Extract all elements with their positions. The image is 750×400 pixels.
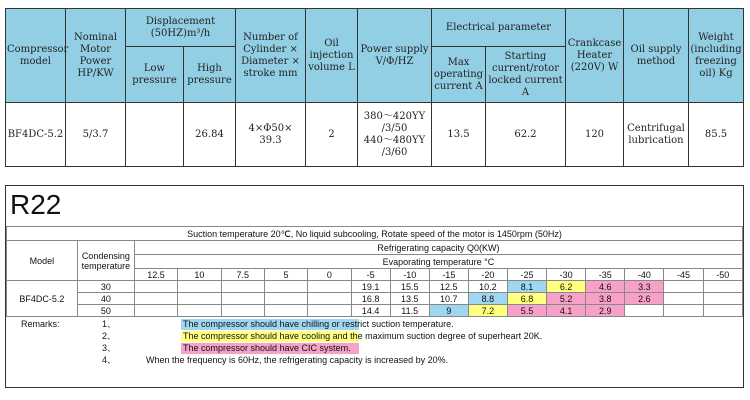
cell-capacity: 11.5 [390,305,429,317]
power-supply-line: /3/60 [381,146,408,158]
cell-capacity: 8.1 [507,281,546,293]
header-condensing: Condensing temperature [77,241,134,281]
cell-capacity: 4.1 [547,305,586,317]
header-weight: Weight (including freezing oil) Kg [689,9,744,103]
cell-capacity [308,293,351,305]
cell-capacity: 5.2 [547,293,586,305]
cell-condensing-temp: 30 [77,281,134,293]
evap-temp-header: -50 [703,269,742,281]
cell-capacity: 15.5 [390,281,429,293]
cell-capacity [221,281,264,293]
cell-condensing-temp: 40 [77,293,134,305]
cell-capacity [221,305,264,317]
header-cylinder: Number of Cylinder × Diameter × stroke mm [236,9,306,103]
cell-oil-injection: 2 [306,103,358,167]
power-supply-line: /3/50 [381,122,408,134]
remarks-label: Remarks: [21,319,60,329]
evap-temp-header: 10 [178,269,221,281]
header-compressor-model: Compressor model [6,9,66,103]
cell-capacity: 10.2 [468,281,507,293]
evap-temp-header: -15 [429,269,468,281]
compressor-spec-table [5,8,744,167]
r22-condition: Suction temperature 20℃, No liquid subcooling, Rotate speed of the motor is 1450rpm (50Hz) [7,227,743,241]
cell-capacity: 12.5 [429,281,468,293]
cell-low-pressure [126,103,184,167]
cell-capacity: 3.3 [625,281,664,293]
cell-capacity [703,305,742,317]
evap-temp-header: -10 [390,269,429,281]
header-power-supply: Power supply V/Φ/HZ [358,9,432,103]
cell-capacity [178,305,221,317]
cell-capacity [703,293,742,305]
cell-weight: 85.5 [689,103,744,167]
r22-capacity-table [6,226,743,317]
cell-capacity: 3.8 [586,293,625,305]
power-supply-line: 440～480YY [363,134,426,146]
table-row [7,305,743,317]
r22-table-wrap [6,226,743,317]
remark-number: 4、 [102,355,117,365]
cell-capacity: 2.6 [625,293,664,305]
cell-capacity: 8.8 [468,293,507,305]
cell-condensing-temp: 50 [77,305,134,317]
header-starting-current: Starting current/rotor locked current A [486,47,566,103]
cell-capacity [264,293,307,305]
cell-capacity [664,281,703,293]
evap-temp-header: 7.5 [221,269,264,281]
remark-row [6,331,743,342]
cell-capacity [664,293,703,305]
header-displacement: Displacement (50HZ)m³/h [126,9,236,47]
cell-cylinder: 4×Φ50× 39.3 [236,103,306,167]
remark-text: When the frequency is 60Hz, the refrigerating capacity is increased by 20%. [146,355,449,365]
cell-capacity: 4.6 [586,281,625,293]
remark-text: The compressor should have CIC system. [183,343,351,353]
cell-capacity: 10.7 [429,293,468,305]
header-capacity: Refrigerating capacity Q0(KW) [134,241,742,255]
r22-performance-panel [5,185,744,388]
cell-capacity: 6.2 [547,281,586,293]
cell-capacity [703,281,742,293]
table-row [7,293,743,305]
evap-temp-header: 0 [308,269,351,281]
cell-capacity: 6.8 [507,293,546,305]
cell-capacity [264,281,307,293]
compressor-spec-table-wrap [5,8,743,167]
remark-row [6,343,743,354]
cell-max-current: 13.5 [432,103,486,167]
cell-capacity [134,293,177,305]
evap-temp-header: -45 [664,269,703,281]
evap-temp-header: 12.5 [134,269,177,281]
cell-crankcase: 120 [566,103,624,167]
evap-temp-header: -5 [351,269,390,281]
cell-capacity: 2.9 [586,305,625,317]
cell-capacity: 9 [429,305,468,317]
cell-capacity [134,281,177,293]
evap-temp-header: 5 [264,269,307,281]
evap-temp-header: -30 [547,269,586,281]
r22-data-body [7,281,743,317]
remark-text: The compressor should have cooling and the maximum suction degree of superheart 20K. [183,331,543,341]
cell-model: BF4DC-5.2 [6,103,66,167]
cell-capacity: 19.1 [351,281,390,293]
evap-temp-header: -20 [468,269,507,281]
evap-temp-header: -35 [586,269,625,281]
table-row [7,281,743,293]
power-supply-line: 380～420YY [363,110,426,122]
cell-power-supply [358,103,432,167]
cell-capacity [625,305,664,317]
evap-temp-header: -25 [507,269,546,281]
header-crankcase: Crankcase Heater (220V) W [566,9,624,103]
header-oil-supply: Oil supply method [624,9,689,103]
remark-number: 3、 [102,343,117,353]
cell-model: BF4DC-5.2 [7,281,78,317]
header-max-current: Max operating current A [432,47,486,103]
cell-capacity: 14.4 [351,305,390,317]
cell-starting-current: 62.2 [486,103,566,167]
cell-capacity [134,305,177,317]
cell-capacity [308,305,351,317]
cell-capacity: 5.5 [507,305,546,317]
cell-capacity [664,305,703,317]
remark-row [6,355,743,366]
cell-capacity [221,293,264,305]
header-model: Model [7,241,78,281]
r22-title: R22 [10,189,62,220]
header-electrical: Electrical parameter [432,9,566,47]
cell-capacity [264,305,307,317]
cell-capacity: 13.5 [390,293,429,305]
cell-capacity: 7.2 [468,305,507,317]
remark-number: 1、 [102,319,117,329]
header-high-pressure: High pressure [184,47,236,103]
cell-capacity [178,293,221,305]
cell-oil-method: Centrifugal lubrication [624,103,689,167]
remark-text: The compressor should have chilling or restrict suction temperature. [183,319,454,329]
header-evaporating: Evaporating temperature °C [134,255,742,269]
cell-high-pressure: 26.84 [184,103,236,167]
cell-capacity [178,281,221,293]
header-oil-injection: Oil injection volume L [306,9,358,103]
remark-row [6,319,743,330]
remark-number: 2、 [102,331,117,341]
header-nominal-power: Nominal Motor Power HP/KW [66,9,126,103]
cell-capacity: 16.8 [351,293,390,305]
cell-power: 5/3.7 [66,103,126,167]
header-low-pressure: Low pressure [126,47,184,103]
evap-temp-header: -40 [625,269,664,281]
cell-capacity [308,281,351,293]
